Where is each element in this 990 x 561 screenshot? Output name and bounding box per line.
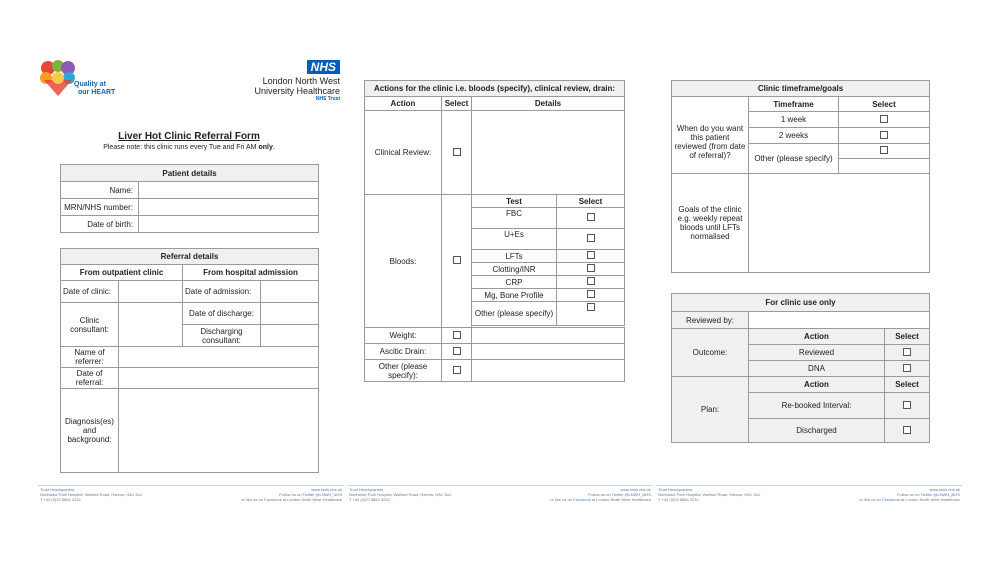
footer-website-1[interactable]: www.lnwh.nhs.uk (311, 487, 342, 492)
outcome-dna-label: DNA (749, 361, 885, 377)
details-col-header: Details (472, 97, 625, 111)
footer-facebook-link-1[interactable]: Facebook (264, 497, 282, 502)
bloods-checkbox[interactable] (453, 256, 461, 264)
test-mg-bone-checkbox[interactable] (587, 290, 595, 298)
footer-facebook-suffix-2: at London North West Healthcare (590, 497, 651, 502)
timeframe-1-week-label: 1 week (749, 112, 839, 128)
other-action-details[interactable] (472, 360, 625, 382)
plan-rebooked-label: Re-booked Interval: (749, 393, 885, 419)
action-col-header: Action (365, 97, 442, 111)
timeframe-2-weeks-label: 2 weeks (749, 128, 839, 144)
footer-twitter-prefix-2: Follow us on (588, 492, 612, 497)
outcome-dna-checkbox[interactable] (903, 364, 911, 372)
timeframe-other-field[interactable] (839, 159, 930, 174)
footer-website-2[interactable]: www.lnwh.nhs.uk (620, 487, 651, 492)
patient-details-title: Patient details (61, 165, 319, 182)
test-lfts-label: LFTs (472, 250, 557, 263)
plan-discharged-checkbox[interactable] (903, 426, 911, 434)
quality-logo-line1: Quality at (74, 81, 106, 88)
footer-hq-label-3: Trust Headquarters (658, 487, 693, 492)
test-clotting-label: Clotting/INR (472, 263, 557, 276)
footer-divider-2 (347, 485, 653, 486)
plan-action-header: Action (749, 377, 885, 393)
test-fbc-label: FBC (472, 208, 557, 229)
date-of-discharge-field[interactable] (261, 303, 319, 325)
timeframe-other-checkbox[interactable] (880, 146, 888, 154)
footer-twitter-prefix-3: Follow us on (897, 492, 921, 497)
footer-phone-2: T +44 (0)20 8864 3232 (349, 497, 390, 502)
date-of-admission-label: Date of admission: (183, 281, 261, 303)
clinic-use-title: For clinic use only (672, 294, 930, 312)
weight-label: Weight: (365, 328, 442, 344)
patient-mrn-field[interactable] (139, 199, 319, 216)
patient-dob-label: Date of birth: (61, 216, 139, 233)
timeframe-1-week-checkbox[interactable] (880, 115, 888, 123)
weight-checkbox[interactable] (453, 331, 461, 339)
other-action-label: Other (please specify): (365, 360, 442, 382)
footer-twitter-prefix-1: Follow us on (279, 492, 303, 497)
footer-twitter-link-2[interactable]: Twitter @LNWH_NHS (611, 492, 651, 497)
footer-hq-label-1: Trust Headquarters (40, 487, 75, 492)
name-of-referrer-field[interactable] (119, 347, 319, 368)
footer-facebook-prefix-1: or like us on (241, 497, 265, 502)
clinic-consultant-label: Clinic consultant: (61, 303, 119, 347)
timeframe-2-weeks-checkbox[interactable] (880, 131, 888, 139)
test-ues-checkbox[interactable] (587, 234, 595, 242)
page-title: Liver Hot Clinic Referral Form (118, 131, 260, 142)
discharging-consultant-label: Discharging consultant: (183, 325, 261, 347)
footer-facebook-prefix-3: or like us on (859, 497, 883, 502)
bloods-label: Bloods: (365, 195, 442, 328)
form-title (60, 131, 318, 152)
plan-discharged-label: Discharged (749, 419, 885, 443)
heart-logo-icon (38, 58, 78, 98)
timeframe-select-col-header: Select (839, 97, 930, 112)
nhs-logo-block (210, 58, 340, 103)
quality-heart-logo (38, 58, 118, 102)
form-note (60, 143, 318, 152)
outcome-reviewed-label: Reviewed (749, 345, 885, 361)
footer-hq-label-2: Trust Headquarters (349, 487, 384, 492)
test-other-checkbox[interactable] (587, 303, 595, 311)
goals-field[interactable] (749, 174, 930, 273)
from-hospital-admission-header: From hospital admission (183, 265, 319, 281)
footer-left-3 (658, 487, 798, 502)
test-crp-checkbox[interactable] (587, 277, 595, 285)
clinic-use-table (671, 293, 930, 443)
referral-details-title: Referral details (61, 249, 319, 265)
nhs-org-line1: London North West (262, 76, 340, 86)
ascitic-drain-details[interactable] (472, 344, 625, 360)
test-ues-label: U+Es (472, 229, 557, 250)
plan-select-header: Select (885, 377, 930, 393)
footer-website-3[interactable]: www.lnwh.nhs.uk (929, 487, 960, 492)
diagnosis-label: Diagnosis(es) and background: (61, 389, 119, 473)
test-crp-label: CRP (472, 276, 557, 289)
footer-address-1: Northwick Park Hospital, Watford Road, Harrow, HA1 3UJ (40, 492, 143, 497)
test-col-header: Test (472, 195, 557, 208)
outcome-label: Outcome: (672, 329, 749, 377)
date-of-clinic-label: Date of clinic: (61, 281, 119, 303)
ascitic-drain-label: Ascitic Drain: (365, 344, 442, 360)
footer-right-2 (499, 487, 651, 502)
footer-facebook-suffix-3: at London North West Healthcare (899, 497, 960, 502)
date-of-clinic-field[interactable] (119, 281, 183, 303)
outcome-reviewed-checkbox[interactable] (903, 348, 911, 356)
clinic-consultant-field[interactable] (119, 303, 183, 347)
footer-divider-1 (38, 485, 344, 486)
date-of-referral-label: Date of referral: (61, 368, 119, 389)
goals-label: Goals of the clinic e.g. weekly repeat bloods until LFTs normalised (672, 174, 749, 273)
plan-label: Plan: (672, 377, 749, 443)
date-of-referral-field[interactable] (119, 368, 319, 389)
timeframe-col-header: Timeframe (749, 97, 839, 112)
test-select-col-header: Select (557, 195, 625, 208)
quality-logo-text (74, 81, 115, 97)
clinical-review-details[interactable] (472, 111, 625, 195)
select-col-header: Select (442, 97, 472, 111)
footer-left-2 (349, 487, 489, 502)
timeframe-other-label: Other (please specify) (749, 144, 839, 174)
footer-twitter-link-1[interactable]: Twitter @LNWH_NHS (302, 492, 342, 497)
footer-facebook-link-2[interactable]: Facebook (573, 497, 591, 502)
discharging-consultant-field[interactable] (261, 325, 319, 347)
footer-divider-3 (656, 485, 962, 486)
patient-name-label: Name: (61, 182, 139, 199)
test-lfts-checkbox[interactable] (587, 251, 595, 259)
form-note-bold: only (258, 144, 273, 151)
clinical-review-label: Clinical Review: (365, 111, 442, 195)
quality-logo-line2: our HEART (78, 89, 116, 96)
footer-facebook-prefix-2: or like us on (550, 497, 574, 502)
footer-right-1 (190, 487, 342, 502)
plan-rebooked-checkbox[interactable] (903, 401, 911, 409)
nhs-org-line3: NHS Trust (315, 96, 340, 102)
clinic-actions-title: Actions for the clinic i.e. bloods (specify), clinical review, drain: (365, 81, 625, 97)
timeframe-goals-table (671, 80, 930, 273)
outcome-select-header: Select (885, 329, 930, 345)
reviewed-by-field[interactable] (749, 312, 930, 329)
test-clotting-checkbox[interactable] (587, 264, 595, 272)
timeframe-goals-title: Clinic timeframe/goals (672, 81, 930, 97)
footer-address-2: Northwick Park Hospital, Watford Road, Harrow, HA1 3UJ (349, 492, 452, 497)
other-action-checkbox[interactable] (453, 366, 461, 374)
review-timing-question: When do you want this patient reviewed (from date of referral)? (672, 112, 749, 174)
test-fbc-checkbox[interactable] (587, 213, 595, 221)
diagnosis-field[interactable] (119, 389, 319, 473)
date-of-discharge-label: Date of discharge: (183, 303, 261, 325)
footer-facebook-suffix-1: at London North West Healthcare (281, 497, 342, 502)
test-other-label: Other (please specify) (472, 302, 557, 326)
footer-left-1 (40, 487, 180, 502)
form-note-prefix: Please note: this clinic runs every Tue and Fri AM (103, 144, 259, 151)
test-mg-bone-label: Mg, Bone Profile (472, 289, 557, 302)
footer-right-3 (808, 487, 960, 502)
footer-address-3: Northwick Park Hospital, Watford Road, Harrow, HA1 3UJ (658, 492, 761, 497)
ascitic-drain-checkbox[interactable] (453, 347, 461, 355)
patient-mrn-label: MRN/NHS number: (61, 199, 139, 216)
reviewed-by-label: Reviewed by: (672, 312, 749, 329)
nhs-org-line2: University Healthcare (254, 86, 340, 96)
referral-details-table (60, 248, 319, 473)
outcome-action-header: Action (749, 329, 885, 345)
patient-details-table (60, 164, 319, 233)
patient-dob-field[interactable] (139, 216, 319, 233)
nhs-badge: NHS (307, 60, 340, 74)
date-of-admission-field[interactable] (261, 281, 319, 303)
form-note-suffix: . (272, 144, 275, 151)
clinical-review-checkbox[interactable] (453, 148, 461, 156)
from-outpatient-clinic-header: From outpatient clinic (61, 265, 183, 281)
weight-details[interactable] (472, 328, 625, 344)
footer-phone-1: T +44 (0)20 8864 3232 (40, 497, 81, 502)
patient-name-field[interactable] (139, 182, 319, 199)
footer-phone-3: T +44 (0)20 8864 3232 (658, 497, 699, 502)
clinic-actions-table (364, 80, 625, 382)
footer-twitter-link-3[interactable]: Twitter @LNWH_NHS (920, 492, 960, 497)
name-of-referrer-label: Name of referrer: (61, 347, 119, 368)
footer-facebook-link-3[interactable]: Facebook (882, 497, 900, 502)
